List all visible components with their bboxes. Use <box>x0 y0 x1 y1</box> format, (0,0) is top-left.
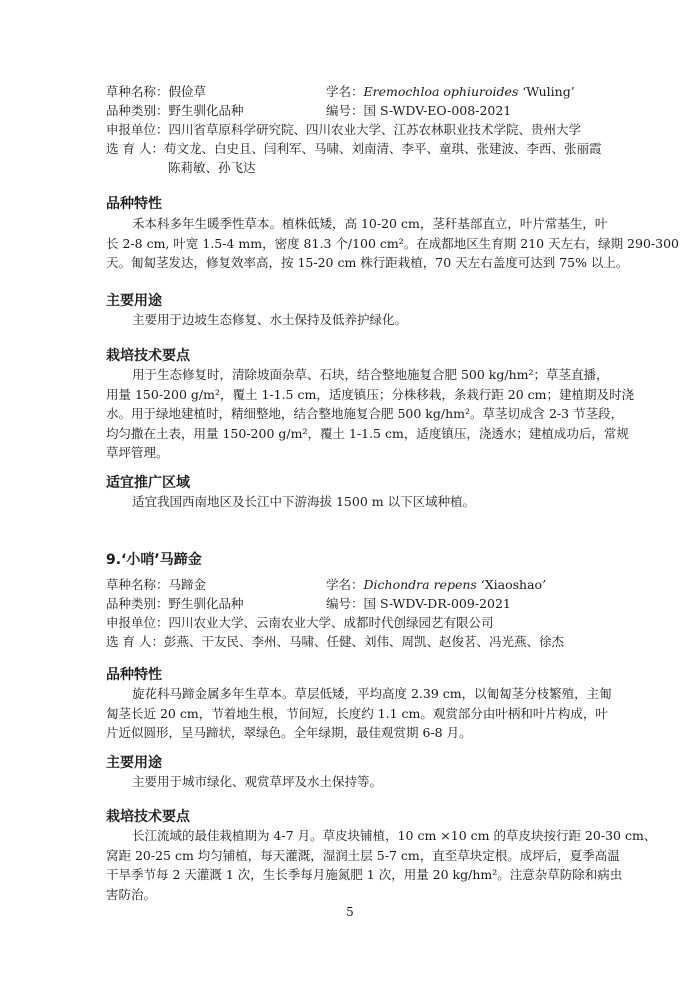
entry1-region-line: 适宜我国西南地区及长江中下游海拔 1500 m 以下区域种植。 <box>132 494 476 509</box>
entry2-category: 野生驯化品种 <box>168 596 244 611</box>
entry1-category-label: 品种类别： <box>106 103 169 118</box>
entry1-features-line: 禾本科多年生暖季性草本。植株低矮，高 10-20 cm，茎秆基部直立，叶片常基生，叶 <box>132 216 608 231</box>
entry2-features-heading: 品种特性 <box>106 667 162 683</box>
entry1-common-name: 假俭草 <box>168 84 207 99</box>
entry2-use-heading: 主要用途 <box>106 755 162 771</box>
entry2-use-text <box>106 772 596 792</box>
entry1-breeders-label: 选 育 人： <box>106 141 164 156</box>
entry2-cultivar: ‘Xiaoshao’ <box>476 577 547 592</box>
entry2-breeders-line1: 彭燕、干友民、李州、马啸、任健、刘伟、周凯、赵俊茗、冯光燕、徐杰 <box>163 634 564 649</box>
entry1-features-text <box>106 214 679 273</box>
entry1-region-heading: 适宜推广区域 <box>106 475 190 491</box>
entry2-cultivation-line: 害防治。 <box>106 886 157 902</box>
entry1-applicant-label: 申报单位： <box>106 122 169 137</box>
entry1-applicant: 四川省草原科学研究院、四川农业大学、江苏农林职业技术学院、贵州大学 <box>168 122 582 137</box>
entry1-code-label: 编号： <box>326 103 364 118</box>
entry1-name-row <box>106 82 575 101</box>
entry2-applicant-label: 申报单位： <box>106 615 169 630</box>
entry1-features-line: 天。匍匐茎发达，修复效率高，按 15-20 cm 株行距栽植，70 天左右盖度可达到 75% 以上。 <box>106 255 629 270</box>
entry1-applicant-row <box>106 120 581 139</box>
entry1-cultivar: ‘Wuling’ <box>518 84 575 99</box>
entry2-features-text <box>106 684 612 743</box>
entry1-sci-label: 学名： <box>326 84 364 99</box>
entry1-cultivation-line: 水。用于绿地建植时，精细整地，结合整地施复合肥 500 kg/hm²。草茎切成含 2-3 节茎段， <box>106 406 624 421</box>
entry1-category: 野生驯化品种 <box>168 103 244 118</box>
entry2-applicant: 四川农业大学、云南农业大学、成都时代创绿园艺有限公司 <box>168 615 494 630</box>
entry2-features-line: 旋花科马蹄金属多年生草本。草层低矮，平均高度 2.39 cm，以匍匐茎分枝繁殖，主匍 <box>132 686 612 701</box>
entry1-sci-name-cell <box>326 82 575 101</box>
entry1-breeders-line1: 苟文龙、白史且、闫利军、马啸、刘南清、李平、童琪、张建波、李西、张丽霞 <box>163 141 602 156</box>
entry1-use-heading: 主要用途 <box>106 293 162 309</box>
entry2-sci-label: 学名： <box>326 577 364 592</box>
entry1-code-cell <box>326 101 511 120</box>
entry1-cultivation-line: 草坪管理。 <box>106 445 169 460</box>
entry1-region-text <box>106 492 596 512</box>
entry2-use-line: 主要用于城市绿化、观赏草坪及水土保持等。 <box>132 774 383 789</box>
entry2-code-label: 编号： <box>326 596 364 611</box>
entry1-breeders-row2 <box>168 158 256 177</box>
entry2-code: 国 S-WDV-DR-009-2021 <box>363 596 511 611</box>
entry1-cultivation-text <box>106 365 635 463</box>
entry2-sci-name: Dichondra repens <box>363 577 477 592</box>
entry1-code: 国 S-WDV-EO-008-2021 <box>363 103 512 118</box>
entry2-cultivation-line: 长江流域的最佳栽植期为 4-7 月。草皮块铺植，10 cm ×10 cm 的草皮块按行距 20-30 cm、 <box>132 828 657 843</box>
entry1-category-row <box>106 101 512 120</box>
entry2-cultivation-line: 干旱季节每 2 天灌溉 1 次，生长季每月施氮肥 1 次，用量 20 kg/hm²。注意杂草防除和病虫 <box>106 867 623 882</box>
entry1-cultivation-line: 用于生态修复时，清除坡面杂草、石块，结合整地施复合肥 500 kg/hm²；草茎直播， <box>132 367 609 382</box>
entry2-sci-name-cell <box>326 575 546 594</box>
entry2-features-line: 片近似圆形，呈马蹄状，翠绿色。全年绿期，最佳观赏期 6-8 月。 <box>106 725 472 740</box>
entry2-cultivation-text <box>106 826 657 904</box>
entry1-features-heading: 品种特性 <box>106 196 162 212</box>
entry2-category-row <box>106 594 511 613</box>
page-number: 5 <box>346 905 354 919</box>
entry1-cultivation-line: 用量 150-200 g/m²，覆土 1-1.5 cm，适度镇压；分株移栽，条栽行距 20 cm；建植期及时浇 <box>106 386 635 402</box>
entry2-code-cell <box>326 594 511 613</box>
entry2-category-label: 品种类别： <box>106 596 169 611</box>
entry1-common-name-label: 草种名称： <box>106 84 169 99</box>
entry2-breeders-label: 选 育 人： <box>106 634 164 649</box>
entry2-title: 9.‘小哨’马蹄金 <box>106 552 202 568</box>
entry1-use-text <box>106 310 596 330</box>
entry2-features-line: 匐茎长近 20 cm，节着地生根，节间短，长度约 1.1 cm。观赏部分由叶柄和叶片构成，叶 <box>106 705 608 721</box>
entry2-cultivation-line: 窝距 20-25 cm 均匀铺植，每天灌溉，湿润土层 5-7 cm，直至草块定根。成坪后，夏季高温 <box>106 847 620 863</box>
entry2-name-row <box>106 575 547 594</box>
entry2-cultivation-heading: 栽培技术要点 <box>106 809 190 825</box>
entry2-common-name-label: 草种名称： <box>106 577 169 592</box>
entry1-use-line: 主要用于边坡生态修复、水土保持及低养护绿化。 <box>132 312 408 327</box>
entry1-cultivation-line: 均匀撒在土表，用量 150-200 g/m²，覆土 1-1.5 cm，适度镇压，浇透水；建植成功后，常规 <box>106 425 629 441</box>
entry1-features-line: 长 2-8 cm, 叶宽 1.5-4 mm，密度 81.3 个/100 cm²。在成都地区生育期 210 天左右，绿期 290-300 <box>106 235 679 251</box>
entry2-common-name: 马蹄金 <box>168 577 207 592</box>
entry1-sci-name: Eremochloa ophiuroides <box>363 84 519 99</box>
entry1-cultivation-heading: 栽培技术要点 <box>106 348 190 364</box>
entry1-breeders-row <box>106 139 601 158</box>
entry1-breeders-line2: 陈莉敏、孙飞达 <box>168 160 256 175</box>
entry2-applicant-row <box>106 613 494 632</box>
entry2-breeders-row <box>106 632 564 651</box>
